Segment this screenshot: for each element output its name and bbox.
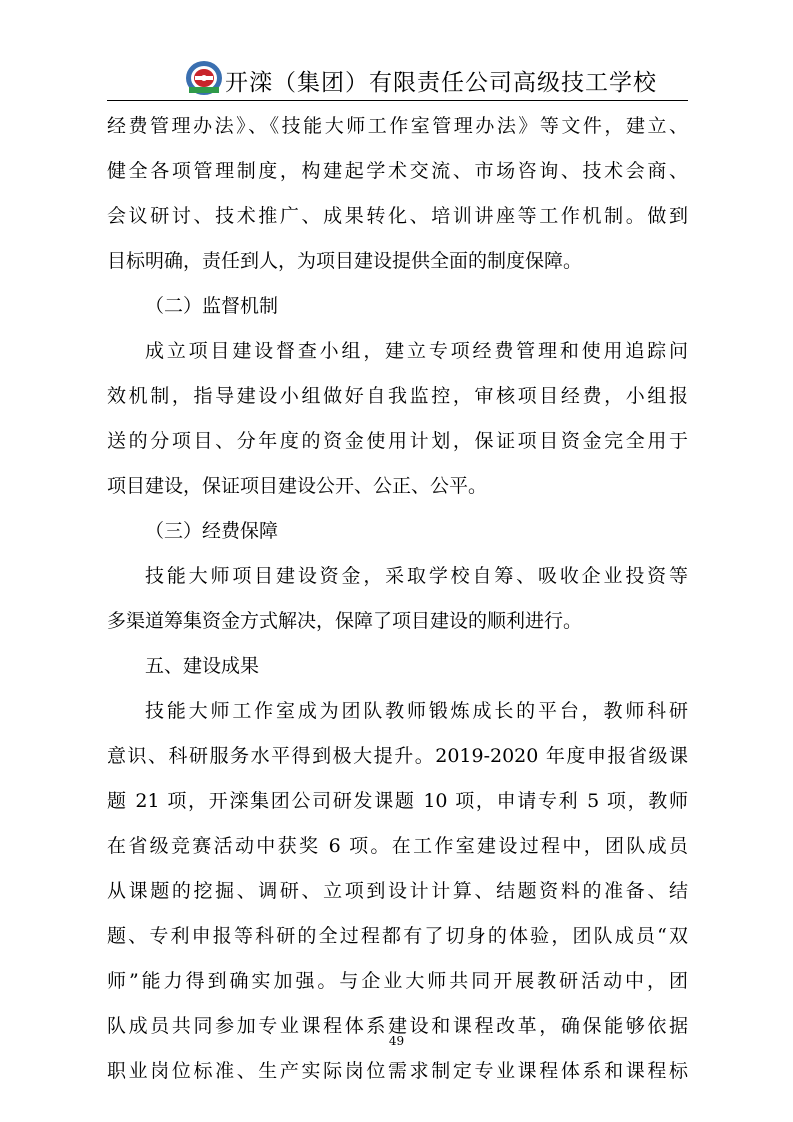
text-line: 项目建设，保证项目建设公开、公正、公平。 [107,475,488,497]
text-line: 职业岗位标准、生产实际岗位需求制定专业课程体系和课程标 [107,1060,688,1082]
section-heading: 五、建设成果 [145,655,260,677]
text-line: 健全各项管理制度，构建起学术交流、市场咨询、技术会商、 [107,160,688,182]
text-line: 题、专利申报等科研的全过程都有了切身的体验，团队成员“双 [107,925,688,947]
text-line: 会议研讨、技术推广、成果转化、培训讲座等工作机制。做到 [107,205,688,227]
header-rule [107,100,688,101]
text-line: 技能大师工作室成为团队教师锻炼成长的平台，教师科研 [145,700,688,722]
text-line: 意识、科研服务水平得到极大提升。2019-2020 年度申报省级课 [107,745,688,767]
text-line: 效机制，指导建设小组做好自我监控，审核项目经费，小组报 [107,385,688,407]
section-heading: （三）经费保障 [145,520,279,542]
text-line: 目标明确，责任到人，为项目建设提供全面的制度保障。 [107,250,583,272]
text-line: 经费管理办法》、《技能大师工作室管理办法》等文件，建立、 [107,115,688,137]
school-logo-icon [185,60,223,96]
page-number: 49 [388,1034,405,1048]
text-line: 师”能力得到确实加强。与企业大师共同开展教研活动中，团 [107,970,688,992]
text-line: 在省级竞赛活动中获奖 6 项。在工作室建设过程中，团队成员 [107,835,688,857]
text-line: 队成员共同参加专业课程体系建设和课程改革，确保能够依据 [107,1015,688,1037]
document-body [107,104,697,1094]
text-line: 技能大师项目建设资金，采取学校自筹、吸收企业投资等 [145,565,688,587]
text-line: 多渠道筹集资金方式解决，保障了项目建设的顺利进行。 [107,610,583,632]
text-line: 送的分项目、分年度的资金使用计划，保证项目资金完全用于 [107,430,688,452]
text-line: 成立项目建设督查小组，建立专项经费管理和使用追踪问 [145,340,688,362]
text-line: 从课题的挖掘、调研、立项到设计计算、结题资料的准备、结 [107,880,688,902]
text-line: 题 21 项，开滦集团公司研发课题 10 项，申请专利 5 项，教师 [107,790,688,812]
section-heading: （二）监督机制 [145,295,279,317]
header-title: 开滦（集团）有限责任公司高级技工学校 [225,70,657,96]
page-header [107,58,687,102]
